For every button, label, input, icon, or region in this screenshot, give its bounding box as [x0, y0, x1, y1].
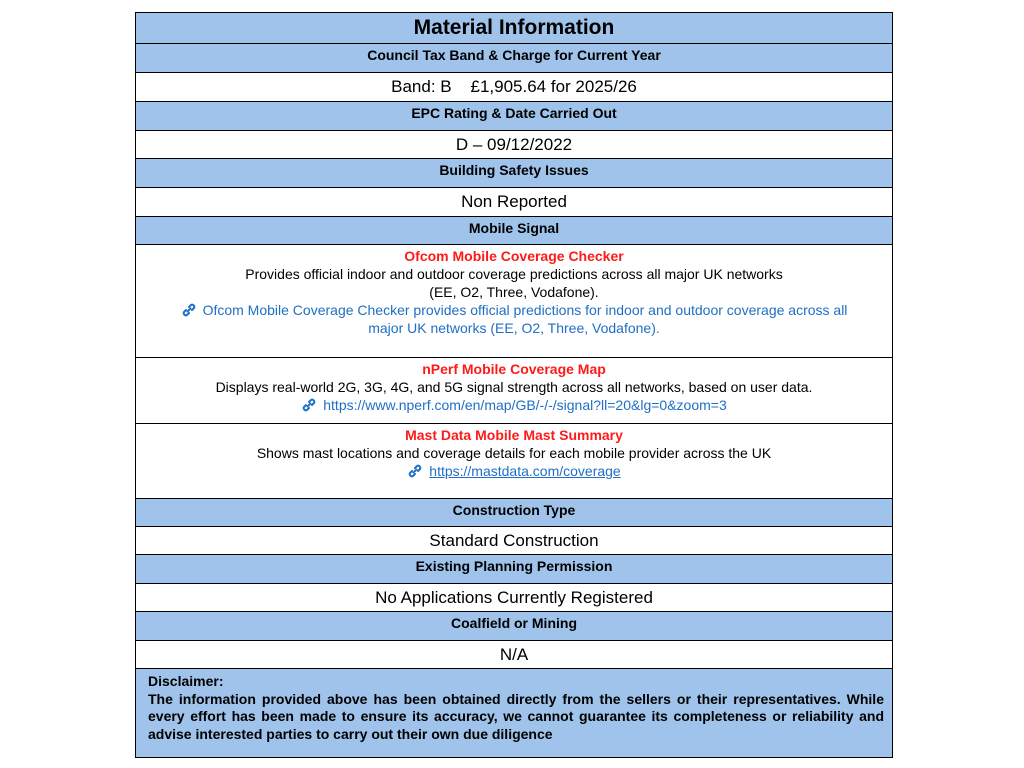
- link-icon: [301, 398, 317, 412]
- epc-value-text: D – 09/12/2022: [455, 134, 573, 154]
- council-tax-header-text: Council Tax Band & Charge for Current Year: [367, 47, 661, 63]
- nperf-link-text[interactable]: https://www.nperf.com/en/map/GB/-/-/signal?ll=20&lg=0&zoom=3: [323, 397, 727, 413]
- nperf-desc: Displays real-world 2G, 3G, 4G, and 5G signal strength across all networks, based on user data.: [215, 379, 813, 395]
- construction-value-text: Standard Construction: [429, 530, 599, 550]
- planning-value: [136, 584, 892, 612]
- link-icon: [407, 464, 423, 478]
- nperf-title: nPerf Mobile Coverage Map: [422, 361, 606, 377]
- ofcom-section: [136, 245, 892, 358]
- council-tax-header: [136, 44, 892, 73]
- epc-value: [136, 131, 892, 159]
- nperf-section: [136, 358, 892, 424]
- coalfield-value: [136, 641, 892, 669]
- epc-header: [136, 102, 892, 131]
- planning-value-text: No Applications Currently Registered: [375, 587, 653, 607]
- planning-header-text: Existing Planning Permission: [415, 558, 613, 574]
- ofcom-link-line1[interactable]: Ofcom Mobile Coverage Checker provides official predictions for indoor and outdoor coverage across all: [202, 302, 848, 318]
- ofcom-link-line2[interactable]: major UK networks (EE, O2, Three, Vodafone).: [368, 320, 660, 336]
- coalfield-value-text: N/A: [499, 644, 529, 664]
- ofcom-title: Ofcom Mobile Coverage Checker: [404, 248, 624, 264]
- planning-header: [136, 555, 892, 584]
- epc-header-text: EPC Rating & Date Carried Out: [411, 105, 617, 121]
- coalfield-header-text: Coalfield or Mining: [451, 615, 577, 631]
- material-information-table: [135, 12, 893, 758]
- page-title: [136, 13, 892, 44]
- coalfield-header: [136, 612, 892, 641]
- council-tax-value: [136, 73, 892, 102]
- ofcom-desc-line1: Provides official indoor and outdoor coverage predictions across all major UK networks: [245, 266, 783, 282]
- mastdata-section: [136, 424, 892, 499]
- mastdata-link-text[interactable]: https://mastdata.com/coverage: [429, 463, 621, 479]
- ofcom-desc-line2: (EE, O2, Three, Vodafone).: [429, 284, 599, 300]
- ofcom-link[interactable]: [136, 301, 892, 337]
- nperf-link[interactable]: [136, 396, 892, 414]
- building-safety-header: [136, 159, 892, 188]
- mobile-signal-header-text: Mobile Signal: [468, 220, 560, 236]
- link-icon: [181, 303, 197, 317]
- building-safety-value: [136, 188, 892, 217]
- page-title-text: Material Information: [413, 16, 615, 39]
- mastdata-link[interactable]: [136, 462, 892, 480]
- construction-value: [136, 527, 892, 555]
- disclaimer-heading: Disclaimer:: [148, 673, 224, 689]
- mastdata-desc: Shows mast locations and coverage details for each mobile provider across the UK: [256, 445, 772, 461]
- construction-header: [136, 499, 892, 527]
- building-safety-header-text: Building Safety Issues: [439, 162, 589, 178]
- disclaimer-text: The information provided above has been obtained directly from the sellers or their representatives. While every effort has been made to ensure its accuracy, we cannot guarantee its completeness or reliability and advise interested parties to carry out their own due diligence: [148, 690, 884, 742]
- building-safety-value-text: Non Reported: [461, 192, 567, 211]
- mobile-signal-header: [136, 217, 892, 245]
- mastdata-title: Mast Data Mobile Mast Summary: [405, 427, 623, 443]
- disclaimer: [136, 669, 892, 757]
- council-tax-value-text: Band: B £1,905.64 for 2025/26: [391, 77, 637, 96]
- construction-header-text: Construction Type: [452, 502, 576, 518]
